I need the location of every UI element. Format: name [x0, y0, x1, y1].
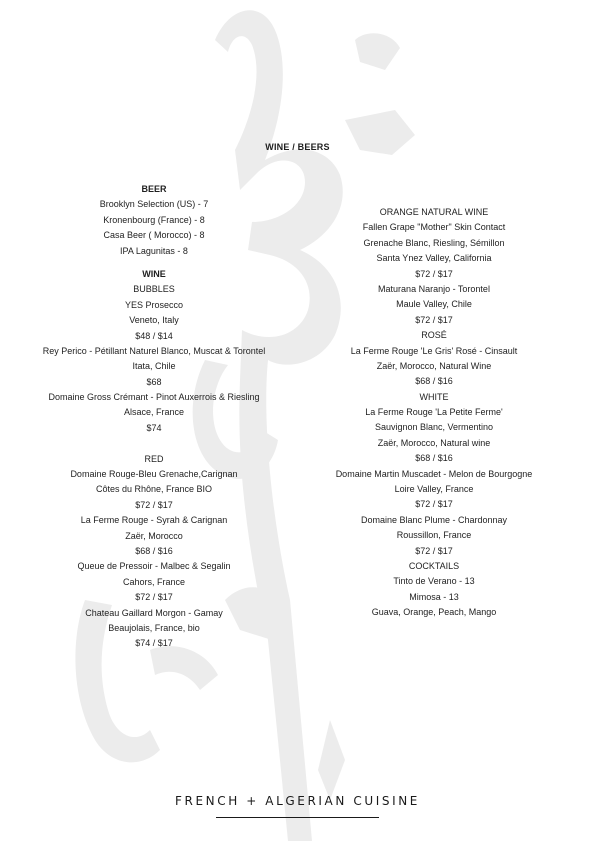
menu-line: Rey Perico - Pétillant Naturel Blanco, Muscat & Torontel: [42, 345, 266, 356]
menu-line: $72 / $17: [415, 499, 453, 510]
menu-line: La Ferme Rouge 'La Petite Ferme': [365, 407, 503, 418]
menu-line: Sauvignon Blanc, Vermentino: [374, 422, 494, 433]
menu-line: $72 / $17: [135, 499, 173, 510]
menu-line: Alsace, France: [123, 407, 185, 418]
menu-line: Domaine Rouge-Bleu Grenache,Carignan: [70, 469, 238, 480]
menu-line: Guava, Orange, Peach, Mango: [371, 607, 497, 618]
menu-line: $72 / $17: [415, 314, 453, 325]
menu-line: Domaine Martin Muscadet - Melon de Bourgogne: [335, 468, 533, 479]
menu-line: Côtes du Rhône, France BIO: [95, 484, 213, 495]
menu-line: Maturana Naranjo - Torontel: [378, 283, 490, 294]
menu-line: RED: [144, 453, 164, 464]
tagline-underline: [216, 817, 379, 818]
menu-line: Mimosa - 13: [409, 591, 459, 602]
menu-line: Grenache Blanc, Riesling, Sémillon: [363, 237, 505, 248]
menu-line: Kronenbourg (France) - 8: [103, 214, 205, 225]
menu-line: $74: [146, 422, 162, 433]
menu-line: Maule Valley, Chile: [396, 299, 472, 310]
menu-line: Domaine Blanc Plume - Chardonnay: [360, 514, 508, 525]
menu-line: La Ferme Rouge - Syrah & Carignan: [80, 515, 228, 526]
menu-line: Tinto de Verano - 13: [393, 576, 475, 587]
menu-line: Queue de Pressoir - Malbec & Segalin: [77, 561, 231, 572]
menu-line: YES Prosecco: [124, 299, 184, 310]
menu-line: Fallen Grape "Mother" Skin Contact: [362, 222, 506, 233]
menu-line: Zaër, Morocco, Natural wine: [377, 437, 491, 448]
menu-line: Beaujolais, France, bio: [108, 622, 200, 633]
menu-line: $68: [146, 376, 162, 387]
menu-line: $68 / $16: [415, 376, 453, 387]
menu-line: Cahors, France: [122, 576, 186, 587]
menu-section-heading: BEER: [141, 184, 167, 194]
restaurant-tagline: FRENCH + ALGERIAN CUISINE: [175, 794, 420, 808]
menu-line: La Ferme Rouge 'Le Gris' Rosé - Cinsault: [350, 345, 518, 356]
menu-line: Santa Ynez Valley, California: [376, 253, 492, 264]
page-title: WINE / BEERS: [265, 142, 330, 152]
menu-line: $72 / $17: [415, 268, 453, 279]
menu-line: [20, 436, 288, 451]
menu-line: Zaër, Morocco: [125, 530, 183, 541]
menu-line: $48 / $14: [135, 330, 173, 341]
menu-line: WHITE: [419, 391, 449, 402]
menu-section-heading: WINE: [142, 268, 166, 279]
left-menu-column: [20, 182, 288, 652]
menu-line: Zaër, Morocco, Natural Wine: [376, 360, 492, 371]
right-menu-column: [305, 205, 563, 621]
menu-line: $74 / $17: [135, 638, 173, 649]
menu-line: Veneto, Italy: [129, 315, 179, 326]
menu-line: Domaine Gross Crémant - Pinot Auxerrois & Riesling: [48, 392, 260, 403]
menu-line: COCKTAILS: [408, 560, 460, 571]
menu-line: Roussillon, France: [396, 530, 472, 541]
menu-line: ROSÉ: [421, 330, 447, 341]
menu-line: $68 / $16: [135, 545, 173, 556]
menu-line: $68 / $16: [415, 453, 453, 464]
menu-line: $72 / $17: [415, 545, 453, 556]
menu-line: Casa Beer ( Morocco) - 8: [103, 230, 205, 241]
menu-line: Brooklyn Selection (US) - 7: [99, 199, 209, 210]
menu-line: Loire Valley, France: [394, 484, 474, 495]
menu-line: Itata, Chile: [132, 361, 176, 372]
menu-line: Chateau Gaillard Morgon - Gamay: [85, 607, 223, 618]
menu-line: $72 / $17: [135, 592, 173, 603]
menu-line: BUBBLES: [133, 284, 175, 295]
menu-line: ORANGE NATURAL WINE: [379, 207, 489, 217]
spacer: [20, 259, 288, 267]
menu-line: IPA Lagunitas - 8: [120, 245, 188, 256]
